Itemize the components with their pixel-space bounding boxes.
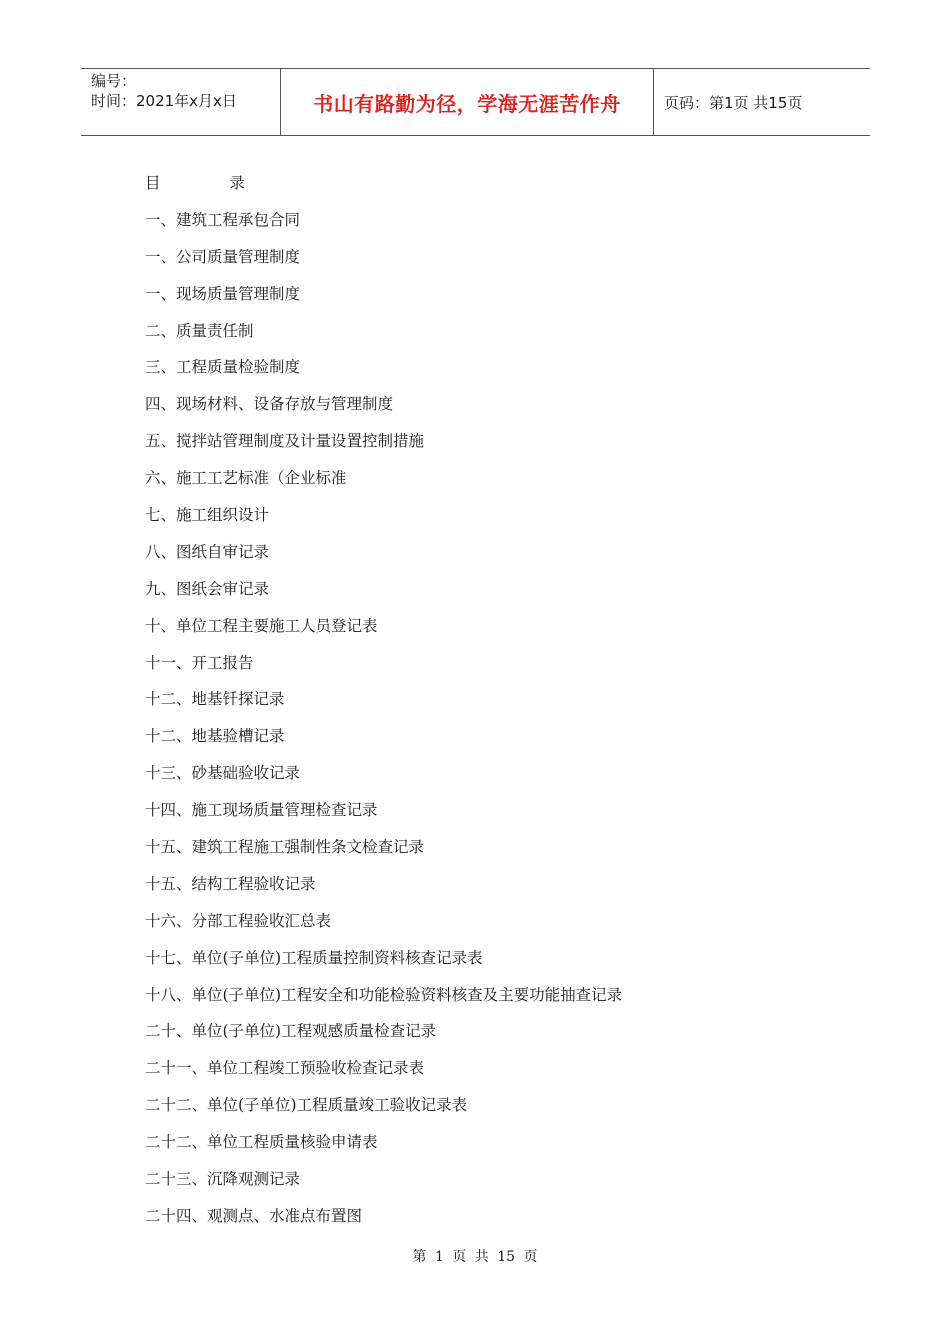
toc-item: 十四、施工现场质量管理检查记录	[145, 801, 378, 820]
toc-item: 一、现场质量管理制度	[145, 284, 301, 303]
toc-item: 二十二、单位(子单位)工程质量竣工验收记录表	[145, 1096, 468, 1115]
toc-item: 十七、单位(子单位)工程质量控制资料核查记录表	[145, 948, 483, 967]
toc-item: 十、单位工程主要施工人员登记表	[145, 616, 378, 635]
toc-item: 十三、砂基础验收记录	[145, 764, 301, 783]
page-footer: 第 1 页 共 15 页	[412, 1249, 538, 1265]
toc-item: 二十四、观测点、水准点布置图	[145, 1206, 363, 1225]
toc-title: 目 录	[145, 174, 277, 192]
toc-item: 十二、地基钎探记录	[145, 690, 285, 709]
toc-item: 二十二、单位工程质量核验申请表	[145, 1133, 378, 1152]
table-of-contents	[145, 170, 622, 1240]
document-number-label: 编号：	[91, 72, 137, 90]
header-slogan: 书山有路勤为径，学海无涯苦作舟	[281, 69, 654, 135]
toc-item: 十五、结构工程验收记录	[145, 874, 316, 893]
toc-item: 八、图纸自审记录	[145, 542, 270, 561]
page-header	[81, 68, 870, 136]
toc-item: 一、公司质量管理制度	[145, 247, 301, 266]
toc-item: 十一、开工报告	[145, 653, 254, 672]
toc-item: 一、建筑工程承包合同	[145, 210, 301, 229]
toc-item: 五、搅拌站管理制度及计量设置控制措施	[145, 432, 425, 451]
toc-item: 二、质量责任制	[145, 321, 254, 340]
toc-item: 十五、建筑工程施工强制性条文检查记录	[145, 838, 425, 857]
header-page-info: 页码：第1页 共15页	[664, 93, 803, 112]
toc-item: 九、图纸会审记录	[145, 579, 270, 598]
toc-item: 二十、单位(子单位)工程观感质量检查记录	[145, 1022, 437, 1041]
toc-item: 十二、地基验槽记录	[145, 727, 285, 746]
header-meta	[81, 69, 281, 135]
toc-item: 六、施工工艺标准（企业标准	[145, 469, 347, 488]
toc-item: 二十三、沉降观测记录	[145, 1170, 301, 1189]
toc-item: 二十一、单位工程竣工预验收检查记录表	[145, 1059, 425, 1078]
toc-item: 七、施工组织设计	[145, 506, 270, 525]
toc-item: 三、工程质量检验制度	[145, 358, 301, 377]
document-time-label: 时间：2021年x月x日	[91, 92, 237, 110]
toc-item: 十六、分部工程验收汇总表	[145, 911, 332, 930]
toc-item: 十八、单位(子单位)工程安全和功能检验资料核查及主要功能抽查记录	[145, 985, 623, 1004]
toc-item: 四、现场材料、设备存放与管理制度	[145, 395, 394, 414]
